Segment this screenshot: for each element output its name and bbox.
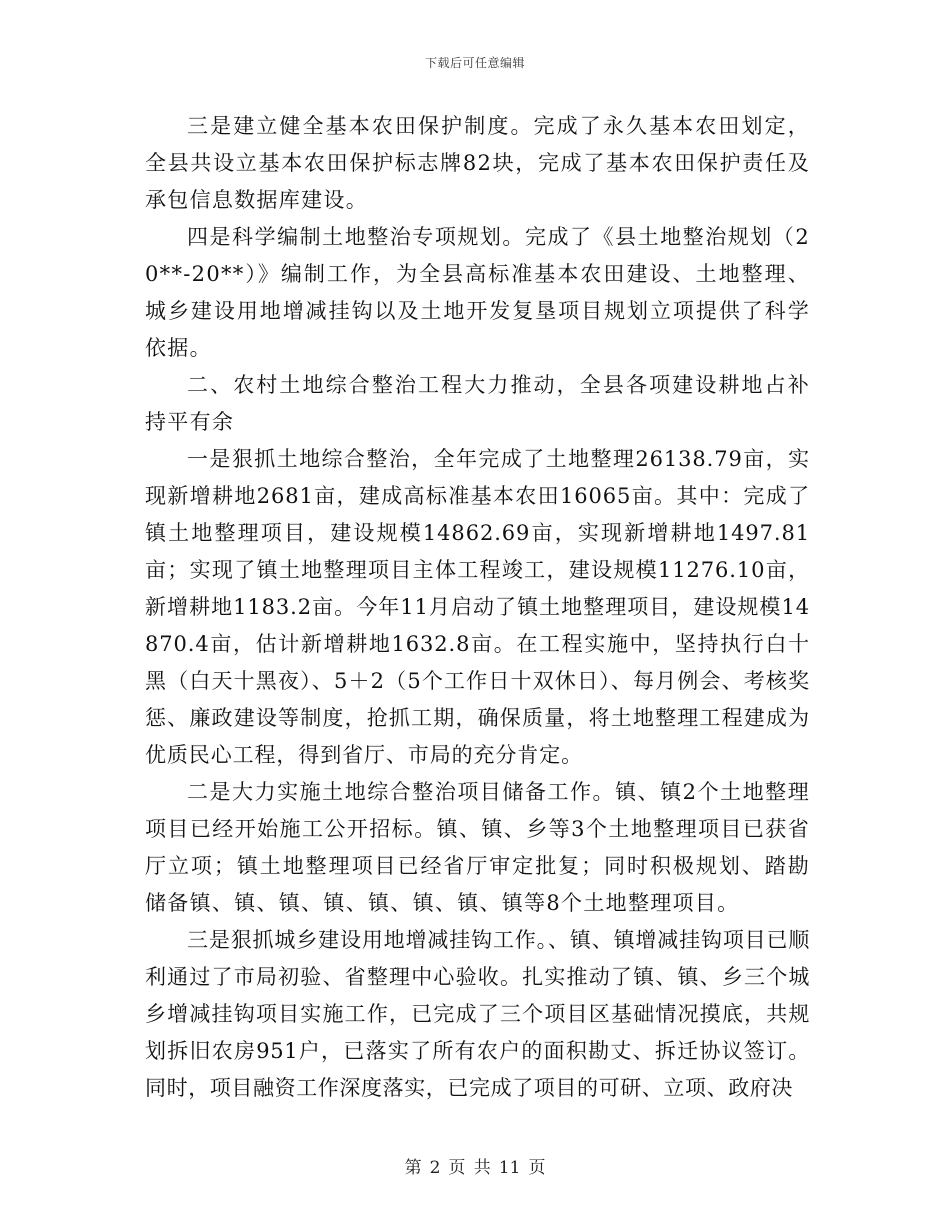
page-footer [0, 1153, 950, 1178]
footer-suffix: 页 [528, 1158, 546, 1178]
paragraph-land-consolidation-results: 一是狠抓土地综合整治，全年完成了土地整理26138.79亩，实现新增耕地2681亩，建成高标准基本农田16065亩。其中：完成了镇土地整理项目，建设规模14862.69亩，实现新增耕地1497.81亩；实现了镇土地整理项目主体工程竣工，建设规模11276.10亩，新增耕地1183.2亩。今年11月启动了镇土地整理项目，建设规模14870.4亩，估计新增耕地1632.8亩。在工程实施中，坚持执行白十黑（白天十黑夜）、5＋2（5个工作日十双休日）、每月例会、考核奖惩、廉政建设等制度，抢抓工期，确保质量，将土地整理工程建成为优质民心工程，得到省厅、市局的充分肯定。 [145, 447, 810, 767]
current-page-number: 2 [429, 1158, 441, 1178]
paragraph-land-planning: 四是科学编制土地整治专项规划。完成了《县土地整治规划（20**-20**）》编制工作，为全县高标准基本农田建设、土地整理、城乡建设用地增减挂钩以及土地开发复垦项目规划立项提供了科学依据。 [145, 225, 810, 360]
footer-middle: 页 共 [448, 1158, 491, 1178]
paragraph-urban-rural-linkage: 三是狠抓城乡建设用地增减挂钩工作。、镇、镇增减挂钩项目已顺利通过了市局初验、省整理中心验收。扎实推动了镇、镇、乡三个城乡增减挂钩项目实施工作，已完成了三个项目区基础情况摸底，共规划拆旧农房951户，已落实了所有农户的面积勘丈、拆迁协议签订。同时，项目融资工作深度落实，已完成了项目的可研、立项、政府决 [145, 928, 810, 1100]
footer-prefix: 第 [404, 1158, 422, 1178]
section-heading-land-consolidation: 二、农村土地综合整治工程大力推动，全县各项建设耕地占补持平有余 [145, 373, 810, 434]
page-header: 下载后可任意编辑 [424, 56, 525, 70]
paragraph-farmland-protection: 三是建立健全基本农田保护制度。完成了永久基本农田划定，全县共设立基本农田保护标志牌82块，完成了基本农田保护责任及承包信息数据库建设。 [145, 114, 810, 212]
document-body [145, 108, 810, 1107]
total-page-count: 11 [498, 1158, 521, 1178]
paragraph-project-reserve: 二是大力实施土地综合整治项目储备工作。镇、镇2个土地整理项目已经开始施工公开招标。镇、镇、乡等3个土地整理项目已获省厅立项；镇土地整理项目已经省厅审定批复；同时积极规划、踏勘储备镇、镇、镇、镇、镇、镇、镇、镇等8个土地整理项目。 [145, 780, 810, 915]
